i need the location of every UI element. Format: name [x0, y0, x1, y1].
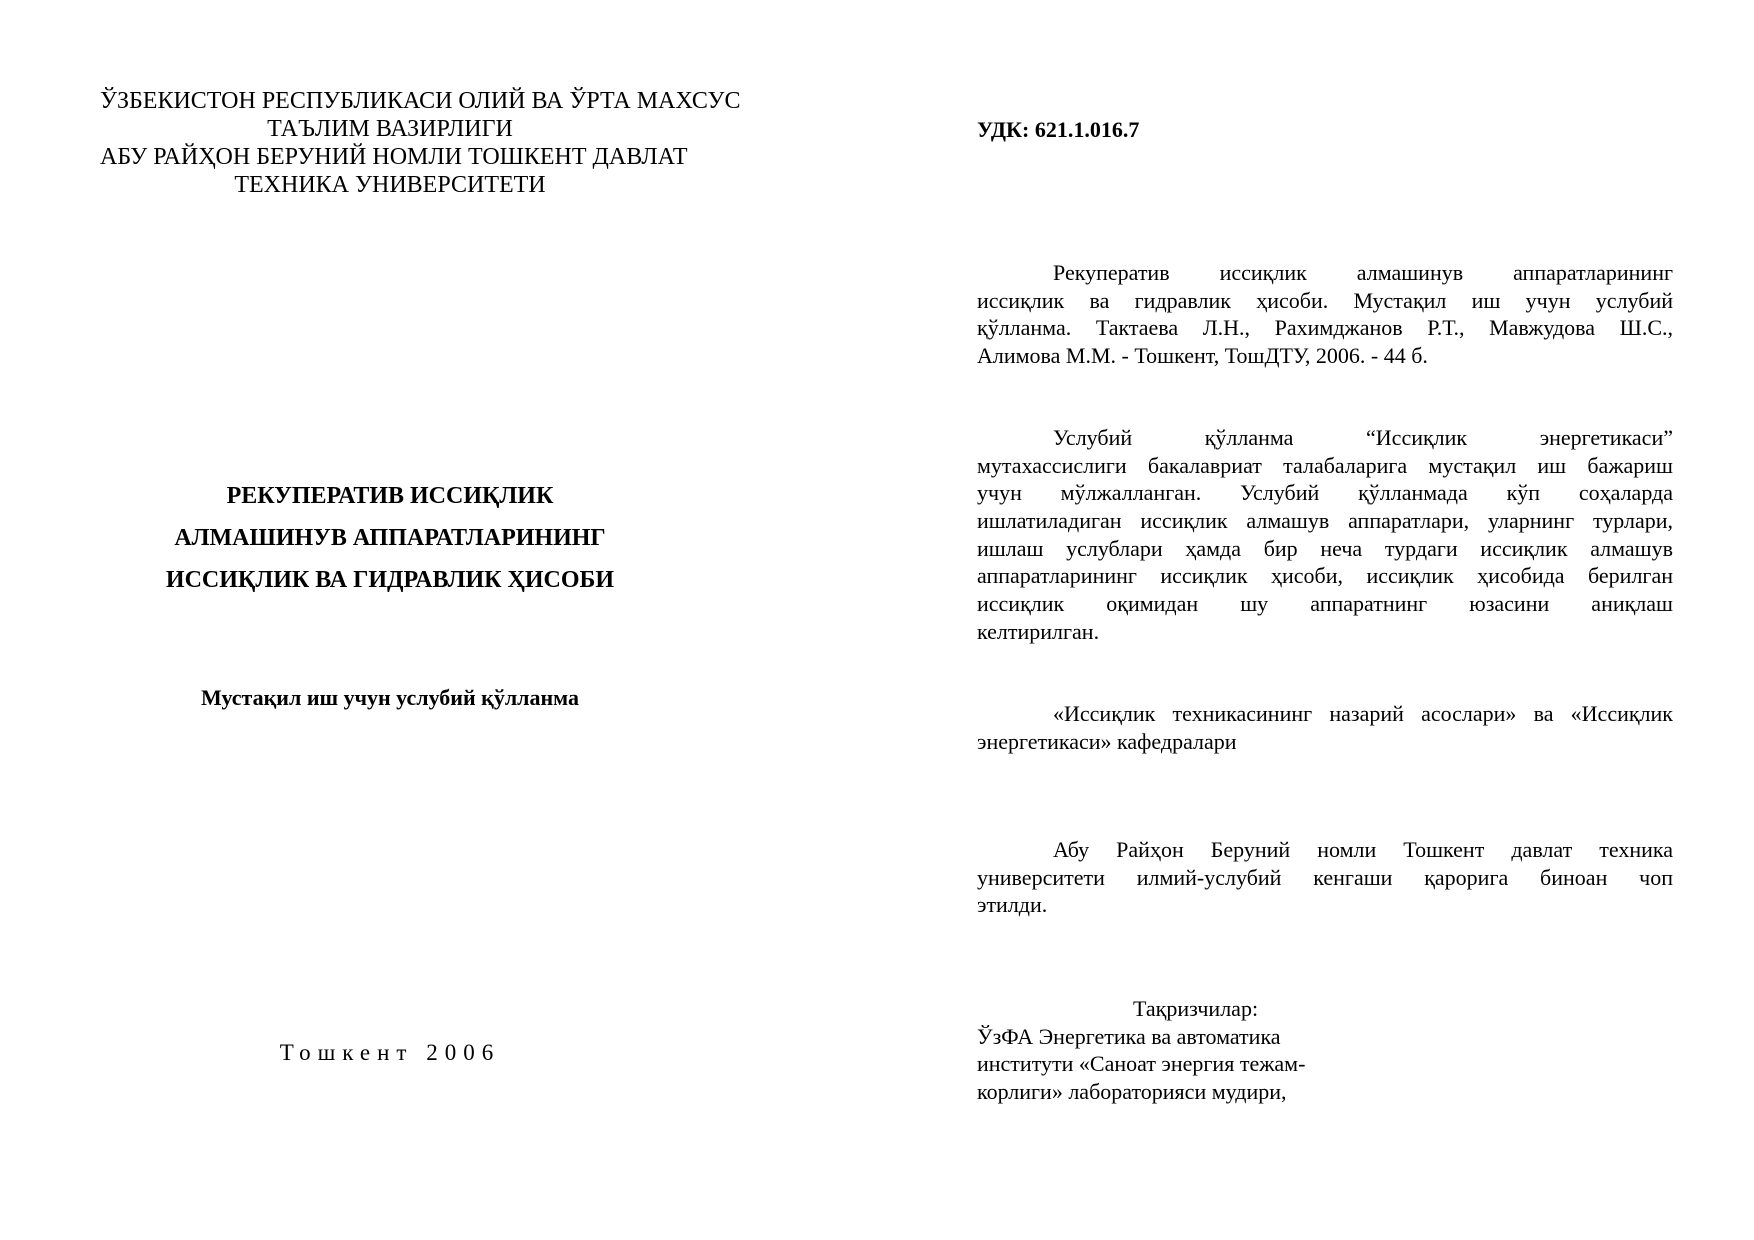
reviewer-line: ЎзФА Энергетика ва автоматика [977, 1023, 1281, 1049]
right-page [877, 0, 1754, 1240]
title-line: ИССИҚЛИК ВА ГИДРАВЛИК ҲИСОБИ [165, 567, 615, 593]
citation-paragraph [977, 259, 1673, 370]
annotation-line: учун мўлжалланган. Услубий қўлланмада кўп соҳаларда [977, 480, 1673, 506]
departments-paragraph [977, 700, 1673, 755]
approval-line: этилди. [977, 892, 1048, 918]
annotation-line: аппаратларининг иссиқлик ҳисоби, иссиқлик ҳисобида берилган [977, 563, 1673, 589]
citation-line: Рекуператив иссиқлик алмашинув аппаратларининг [1053, 260, 1673, 285]
approval-line: Абу Райҳон Беруний номли Тошкент давлат техника [1053, 837, 1673, 862]
approval-line: университети илмий-услубий кенгаши қарорига биноан чоп [977, 864, 1673, 890]
annotation-paragraph [977, 424, 1673, 646]
citation-line: қўлланма. Тактаева Л.Н., Рахимджанов Р.Т., Мавжудова Ш.С., [977, 315, 1673, 341]
ministry-line: ЎЗБЕКИСТОН РЕСПУБЛИКАСИ ОЛИЙ ВА ЎРТА МАХСУС [100, 88, 741, 114]
citation-line: иссиқлик ва гидравлик ҳисоби. Мустақил иш учун услубий [977, 287, 1673, 313]
reviewers-heading: Тақризчилар: [1133, 996, 1259, 1021]
document-title [110, 475, 670, 601]
annotation-line: иссиқлик оқимидан шу аппаратнинг юзасини аниқлаш [977, 591, 1673, 617]
ministry-line: ТЕХНИКА УНИВЕРСИТЕТИ [234, 172, 546, 198]
ministry-line: АБУ РАЙҲОН БЕРУНИЙ НОМЛИ ТОШКЕНТ ДАВЛАТ [100, 144, 688, 170]
city-year: Тошкент 2006 [279, 1040, 501, 1065]
reviewer-line: институти «Саноат энергия тежам- [977, 1051, 1306, 1076]
annotation-line: мутахассислиги бакалавриат талабаларига мустақил иш бажариш [977, 452, 1673, 478]
title-line: РЕКУПЕРАТИВ ИССИҚЛИК [226, 483, 554, 509]
ministry-line: ТАЪЛИМ ВАЗИРЛИГИ [267, 116, 513, 142]
departments-line: энергетикаси» кафедралари [977, 728, 1237, 754]
document-subtitle: Мустақил иш учун услубий қўлланма [200, 685, 580, 710]
title-line: АЛМАШИНУВ АППАРАТЛАРИНИНГ [174, 525, 606, 551]
annotation-line: ишлатиладиган иссиқлик алмашув аппаратлари, уларнинг турлари, [977, 508, 1673, 534]
ministry-header [100, 87, 741, 199]
departments-line: «Иссиқлик техникасининг назарий асослари» ва «Иссиқлик [1053, 701, 1673, 726]
annotation-line: ишлаш услублари ҳамда бир неча турдаги иссиқлик алмашув [977, 535, 1673, 561]
annotation-line: келтирилган. [977, 618, 1100, 644]
citation-line: Алимова М.М. - Тошкент, ТошДТУ, 2006. - 44 б. [977, 343, 1428, 369]
reviewers-block [977, 995, 1673, 1105]
reviewer-line: корлиги» лабораторияси мудири, [977, 1078, 1287, 1104]
udk-code: УДК: 621.1.016.7 [977, 117, 1140, 142]
approval-paragraph [977, 836, 1673, 919]
annotation-line: Услубий қўлланма “Иссиқлик энергетикаси” [1053, 425, 1673, 450]
